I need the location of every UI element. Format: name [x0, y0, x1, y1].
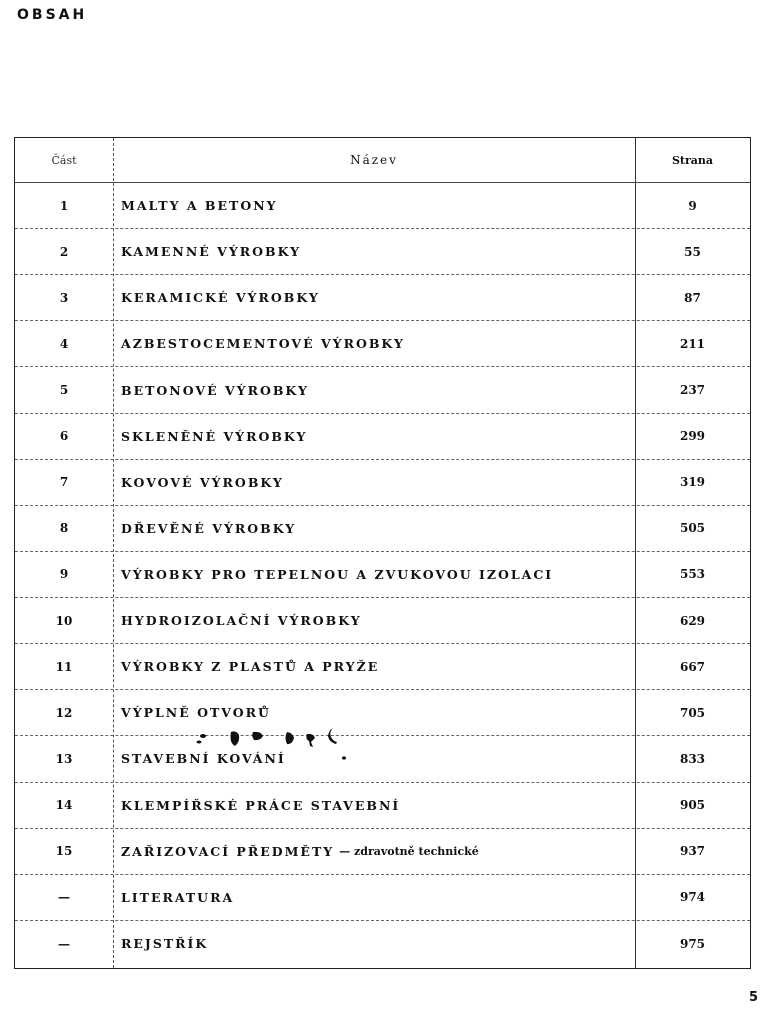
chapter-title-text: MALTY A BETONY	[121, 198, 278, 214]
chapter-title	[121, 921, 631, 967]
page-ref: 553	[679, 567, 706, 582]
table-row	[15, 875, 750, 921]
chapter-title	[121, 183, 631, 228]
chapter-title-text: AZBESTOCEMENTOVÉ VÝROBKY	[121, 336, 405, 352]
page-ref: 833	[679, 751, 706, 766]
part-number: 6	[59, 429, 69, 444]
chapter-title	[121, 321, 631, 366]
chapter-title-text: LITERATURA	[121, 889, 235, 905]
page-ref: 629	[679, 613, 706, 628]
page-ref: 705	[679, 705, 706, 720]
chapter-title-text: KERAMICKÉ VÝROBKY	[121, 290, 320, 306]
chapter-title-text: SKLENĚNÉ VÝROBKY	[121, 428, 308, 444]
table-row	[15, 921, 750, 967]
page-ref: 937	[679, 844, 706, 859]
chapter-title-text: KLEMPÍŘSKÉ PRÁCE STAVEBNÍ	[121, 797, 401, 813]
page-ref: 9	[688, 198, 697, 213]
ink-smudge	[195, 726, 365, 766]
part-number: 10	[55, 613, 73, 628]
page-ref: 667	[679, 659, 706, 674]
chapter-subtitle: — zdravotně technické	[339, 844, 479, 858]
part-number: 15	[55, 844, 73, 859]
chapter-title-text: KOVOVÉ VÝROBKY	[121, 474, 284, 490]
chapter-title-text: ZAŘIZOVACÍ PŘEDMĚTY	[121, 843, 335, 859]
part-number: 12	[55, 705, 73, 720]
table-row	[15, 367, 750, 413]
table-header-row	[15, 138, 750, 183]
chapter-title-text: VÝPLNĚ OTVORŮ	[121, 705, 271, 721]
page-ref: 211	[679, 336, 706, 351]
table-row	[15, 736, 750, 782]
chapter-title	[121, 367, 631, 412]
chapter-title	[121, 506, 631, 551]
page-ref: 319	[679, 475, 706, 490]
table-row	[15, 783, 750, 829]
part-number: 9	[59, 567, 69, 582]
table-row	[15, 414, 750, 460]
page-ref: 975	[679, 936, 706, 951]
chapter-title-text: KAMENNÉ VÝROBKY	[121, 244, 302, 260]
column-header-page: Strana	[671, 153, 714, 167]
page-ref: 905	[679, 798, 706, 813]
chapter-title	[121, 783, 631, 828]
page-ref: 974	[679, 890, 706, 905]
chapter-title	[121, 552, 631, 597]
part-number: 2	[59, 244, 69, 259]
column-header-title: Název	[350, 153, 398, 167]
page-ref: 87	[684, 290, 701, 305]
chapter-title	[121, 875, 631, 920]
page-ref: 55	[684, 244, 701, 259]
table-row	[15, 460, 750, 506]
table-row	[15, 690, 750, 736]
part-number: 13	[55, 751, 73, 766]
part-number: 4	[59, 336, 69, 351]
part-number: —	[58, 936, 70, 951]
part-number: 1	[59, 198, 69, 213]
chapter-title	[121, 829, 631, 874]
chapter-title-text: VÝROBKY Z PLASTŮ A PRYŽE	[121, 659, 380, 675]
page-ref: 237	[679, 383, 706, 398]
chapter-title	[121, 460, 631, 505]
part-number: 5	[59, 383, 69, 398]
part-number: 7	[59, 475, 69, 490]
chapter-title-text: REJSTŘÍK	[121, 936, 209, 952]
chapter-title	[121, 598, 631, 643]
page-ref: 505	[679, 521, 706, 536]
part-number: 14	[55, 798, 73, 813]
table-row	[15, 229, 750, 275]
page-ref: 299	[679, 429, 706, 444]
table-row	[15, 829, 750, 875]
contents-table	[14, 137, 751, 969]
chapter-title-text: VÝROBKY PRO TEPELNOU A ZVUKOVOU IZOLACI	[121, 566, 554, 582]
chapter-title-text: DŘEVĚNÉ VÝROBKY	[121, 520, 297, 536]
page-heading: OBSAH	[17, 7, 88, 23]
part-number: 3	[59, 290, 69, 305]
table-row	[15, 321, 750, 367]
chapter-title	[121, 644, 631, 689]
column-header-part: Část	[51, 153, 77, 167]
table-row	[15, 183, 750, 229]
table-row	[15, 552, 750, 598]
part-number: 11	[55, 659, 73, 674]
chapter-title-text: STAVEBNÍ KOVÁNÍ	[121, 751, 286, 767]
chapter-title	[121, 414, 631, 459]
part-number: —	[58, 890, 70, 905]
table-row	[15, 644, 750, 690]
chapter-title	[121, 229, 631, 274]
part-number: 8	[59, 521, 69, 536]
page-number: 5	[748, 990, 758, 1005]
chapter-title-text: BETONOVÉ VÝROBKY	[121, 382, 309, 398]
table-row	[15, 275, 750, 321]
table-row	[15, 506, 750, 552]
chapter-title	[121, 275, 631, 320]
chapter-title-text: HYDROIZOLAČNÍ VÝROBKY	[121, 613, 362, 629]
table-row	[15, 598, 750, 644]
